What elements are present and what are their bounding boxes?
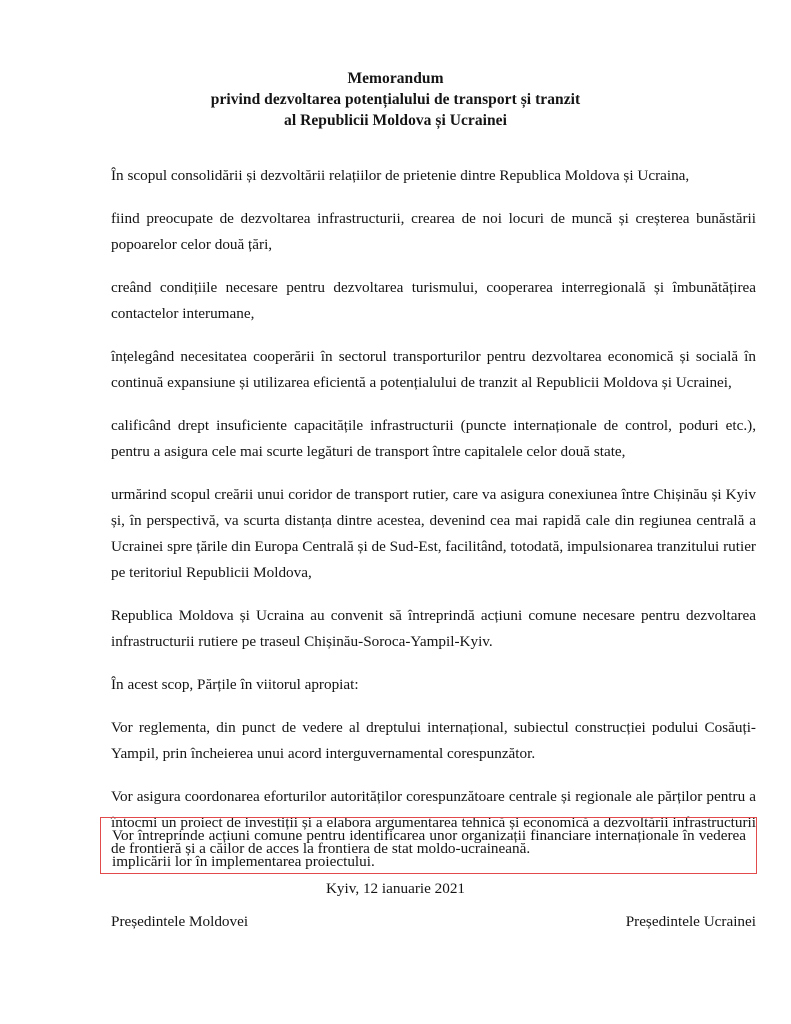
paragraph-parties-intro: În acest scop, Părțile în viitorul apropiat: (111, 676, 359, 693)
paragraph-agreement-route: Republica Moldova și Ucraina au convenit să întreprindă acțiuni comune necesare pentru dezvoltarea infrastructurii rutiere pe traseul Chișinău-Soroca-Yampil-Kyiv. (111, 607, 756, 650)
page-title (0, 0, 791, 131)
paragraph-insufficient-capacity: calificând drept insuficiente capacitățile infrastructurii (puncte internaționale de control, poduri etc.), pentru a asigura cele mai scurte legături de transport între capitalele celor două state, (111, 417, 756, 460)
paragraph-financial-organizations: Vor întreprinde acțiuni comune pentru identificarea unor organizații financiare internaționale în vederea implicării lor în implementarea proiectului. (112, 827, 746, 870)
title-line-3: al Republicii Moldova și Ucrainei (284, 112, 507, 129)
paragraph-road-corridor: urmărind scopul creării unui coridor de transport rutier, care va asigura conexiunea între Chișinău și Kyiv și, în perspectivă, va scurta distanța dintre acestea, devenind cea mai rapidă cale din regiunea centrală a Ucrainei spre țările din Europa Centrală și de Sud-Est, facilitând, totodată, impulsionarea tranzitului rutier pe teritoriul Republicii Moldova, (111, 486, 756, 581)
signature-row (111, 910, 756, 934)
title-line-2: privind dezvoltarea potențialului de transport și tranzit (210, 91, 581, 108)
paragraph-bridge-regulation: Vor reglementa, din punct de vedere al dreptului internațional, subiectul construcției podului Cosăuți-Yampil, prin încheierea unui acord interguvernamental corespunzător. (111, 719, 756, 762)
signature-moldova-president: Președintele Moldovei (111, 913, 249, 930)
paragraph-coordination-efforts: Vor asigura coordonarea eforturilor autorităților corespunzătoare centrale și regionale ale părților pentru a întocmi un proiect de investiții și a elabora argumentarea tehnică și economică a dezvoltării infrastructurii de frontieră și a căilor de acces la frontiera de stat moldo-ucraineană. (111, 788, 756, 857)
paragraph-preamble-friendship: În scopul consolidării și dezvoltării relațiilor de prietenie dintre Republica Moldova și Ucraina, (111, 167, 690, 184)
paragraph-infrastructure-jobs: fiind preocupate de dezvoltarea infrastructurii, crearea de noi locuri de muncă și creșterea bunăstării popoarelor celor două țări, (111, 210, 756, 253)
document-body (111, 163, 756, 862)
paragraph-tourism-cooperation: creând condițiile necesare pentru dezvoltarea turismului, cooperarea interregională și îmbunătățirea contactelor interumane, (111, 279, 756, 322)
highlighted-clause-box (100, 817, 757, 874)
date-line: Kyiv, 12 ianuarie 2021 (325, 880, 466, 897)
paragraph-transport-sector: înțelegând necesitatea cooperării în sectorul transporturilor pentru dezvoltarea economică și socială în continuă expansiune și utilizarea eficientă a potențialului de tranzit al Republicii Moldova și Ucrainei, (111, 348, 756, 391)
signature-ukraine-president: Președintele Ucrainei (625, 913, 756, 930)
title-line-1: Memorandum (347, 70, 444, 87)
